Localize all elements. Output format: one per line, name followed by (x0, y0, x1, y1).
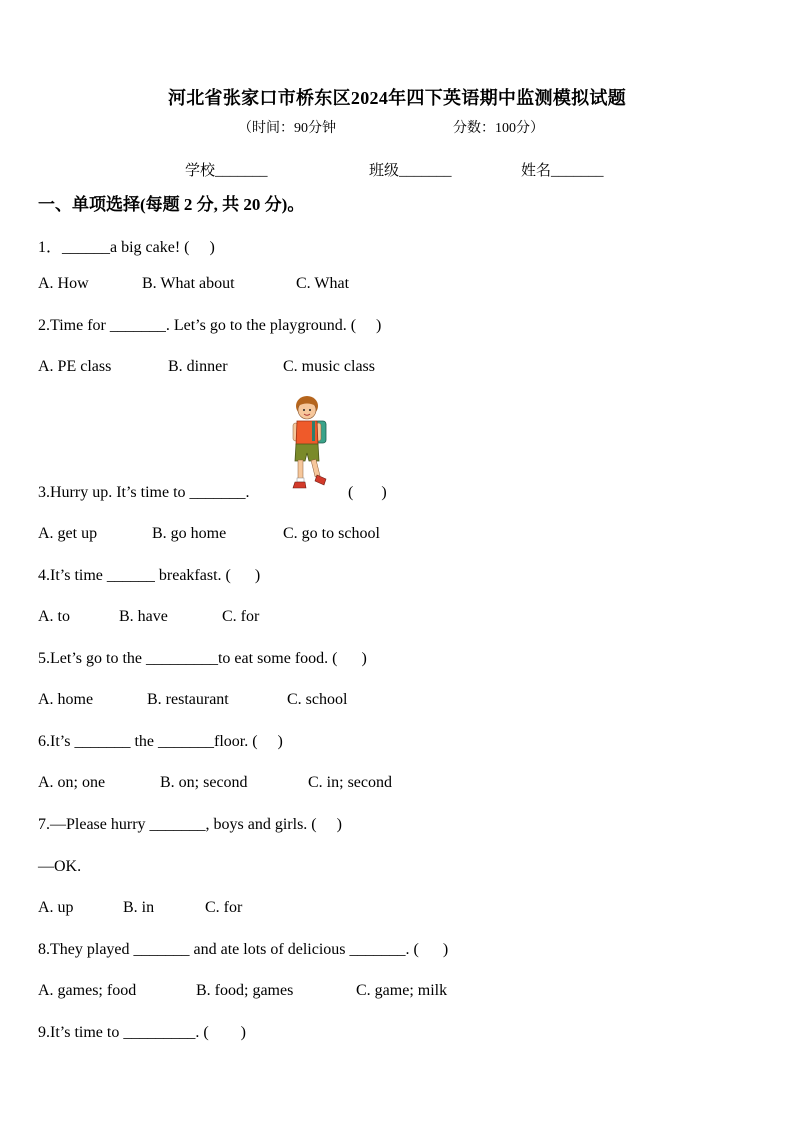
q6-option-c: C. in; second (308, 774, 392, 791)
boy-with-backpack-illustration (286, 395, 336, 495)
q5-option-b: B. restaurant (147, 691, 229, 708)
q4-option-c: C. for (222, 608, 260, 625)
q8-option-a: A. games; food (38, 982, 137, 999)
question-2: 2.Time for _______. Let’s go to the playground. ( ) (38, 317, 382, 334)
q4-option-b: B. have (119, 608, 168, 625)
school-field: 学校_______ (185, 163, 268, 179)
q3-option-a: A. get up (38, 525, 98, 542)
question-7: 7.—Please hurry _______, boys and girls. ( ) (38, 816, 342, 833)
q6-option-a: A. on; one (38, 774, 106, 791)
section-title: 一、单项选择(每题 2 分, 共 20 分)。 (38, 195, 305, 214)
q3-option-c: C. go to school (283, 525, 380, 542)
question-5: 5.Let’s go to the _________to eat some food. ( ) (38, 650, 367, 667)
q4-option-a: A. to (38, 608, 70, 625)
q7-option-a: A. up (38, 899, 74, 916)
q7-option-c: C. for (205, 899, 243, 916)
q1-option-a: A. How (38, 275, 89, 292)
question-7-reply: —OK. (38, 858, 82, 875)
q2-option-c: C. music class (283, 358, 375, 375)
q1-option-b: B. What about (142, 275, 235, 292)
q5-option-c: C. school (287, 691, 348, 708)
exam-score: 分数：100分） (453, 121, 544, 136)
q7-option-b: B. in (123, 899, 155, 916)
q3-option-b: B. go home (152, 525, 227, 542)
page-title: 河北省张家口市桥东区2024年四下英语期中监测模拟试题 (167, 88, 627, 108)
class-field: 班级_______ (369, 163, 452, 179)
q5-option-a: A. home (38, 691, 94, 708)
q8-option-c: C. game; milk (356, 982, 448, 999)
q8-option-b: B. food; games (196, 982, 294, 999)
question-9: 9.It’s time to _________. ( ) (38, 1024, 246, 1041)
question-1: 1．______a big cake! ( ) (38, 239, 215, 256)
question-3: 3.Hurry up. It’s time to _______. (38, 484, 250, 501)
q6-option-b: B. on; second (160, 774, 248, 791)
question-6: 6.It’s _______ the _______floor. ( ) (38, 733, 283, 750)
question-4: 4.It’s time ______ breakfast. ( ) (38, 567, 261, 584)
q2-option-a: A. PE class (38, 358, 112, 375)
q1-option-c: C. What (296, 275, 350, 292)
name-field: 姓名_______ (521, 163, 604, 179)
q3-answer-bracket: ( ) (348, 484, 387, 501)
question-8: 8.They played _______ and ate lots of delicious _______. ( ) (38, 941, 449, 958)
q2-option-b: B. dinner (168, 358, 228, 375)
exam-time: （时间：90分钟 (238, 121, 336, 136)
